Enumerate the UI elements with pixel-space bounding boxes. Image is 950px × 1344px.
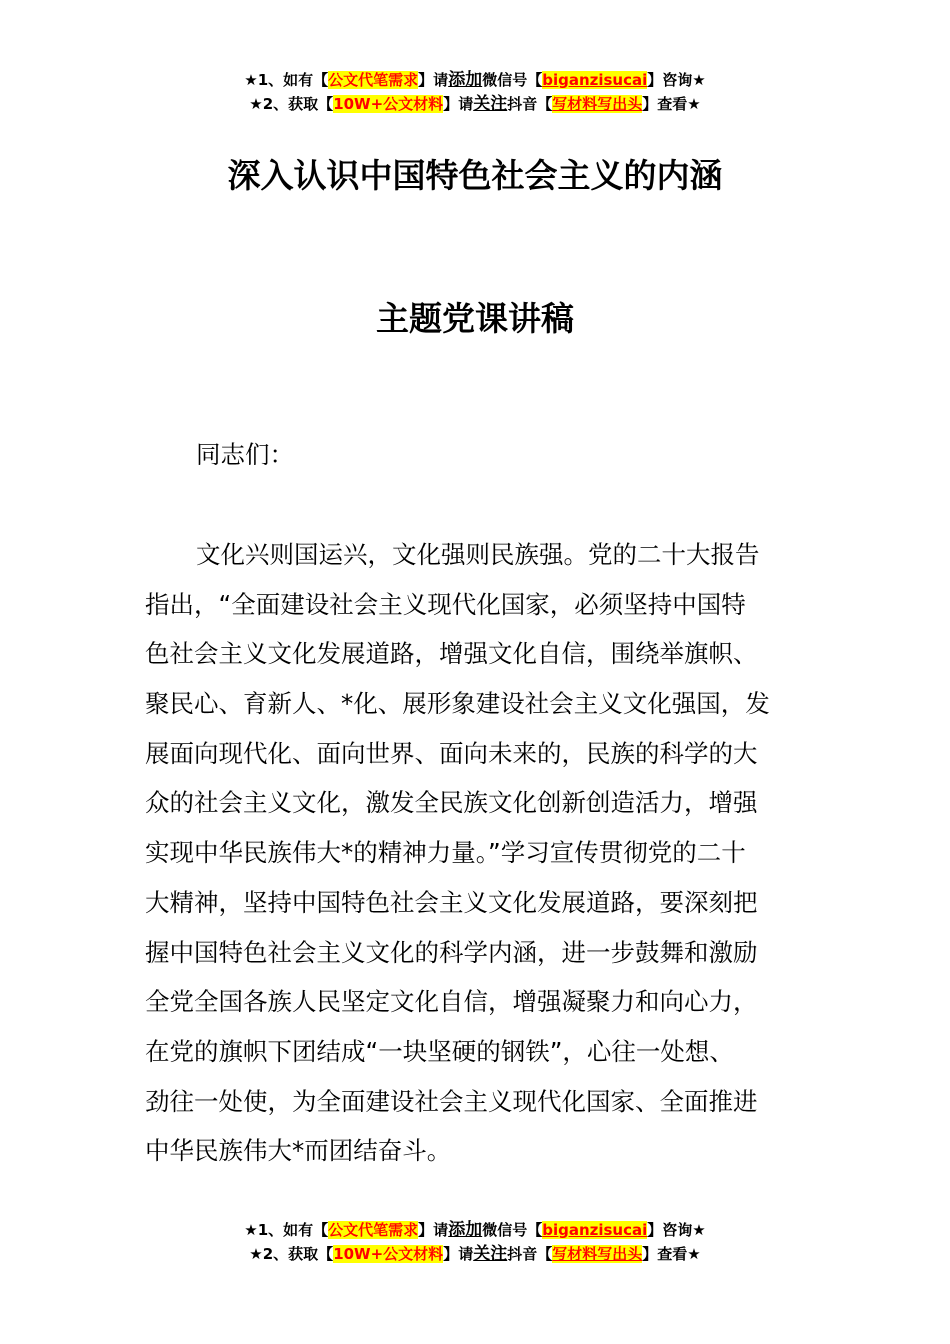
- greeting: [145, 430, 815, 480]
- promo-highlight: 公文代笔需求: [328, 1221, 419, 1239]
- promo-text: 】请: [418, 1221, 449, 1239]
- greeting-text: 同志们：: [196, 440, 294, 469]
- promo-wechat-id: biganzisucai: [542, 1221, 648, 1239]
- promo-highlight: 10W+公文材料: [333, 1245, 444, 1263]
- paragraph-line: 大精神，坚持中国特色社会主义文化发展道路，要深刻把: [145, 887, 758, 917]
- document-title: 深入认识中国特色社会主义的内涵: [227, 156, 723, 195]
- promo-wechat-id: biganzisucai: [542, 71, 648, 89]
- promo-emphasis: 关注: [473, 1244, 508, 1264]
- paragraph-line: 色社会主义文化发展道路，增强文化自信，围绕举旗帜、: [145, 639, 758, 669]
- paragraph-line: 指出，“全面建设社会主义现代化国家，必须坚持中国特: [145, 589, 746, 619]
- paragraph-line: 中华民族伟大*而团结奋斗。: [145, 1136, 452, 1166]
- promo-douyin-name: 写材料写出头: [552, 95, 643, 113]
- promo-text: 】咨询★: [647, 71, 706, 89]
- promo-text: ★1、如有【: [244, 1221, 329, 1239]
- document-subtitle: 主题党课讲稿: [376, 299, 574, 338]
- promo-text: 】查看★: [642, 1245, 701, 1263]
- paragraph-line: 众的社会主义文化，激发全民族文化创新创造活力，增强: [145, 788, 758, 818]
- promo-text: 】请: [443, 95, 474, 113]
- promo-text: ★2、获取【: [249, 95, 334, 113]
- paragraph-line: 聚民心、育新人、*化、展形象建设社会主义文化强国，发: [145, 689, 770, 719]
- promo-emphasis: 关注: [473, 94, 508, 114]
- paragraph-line: 实现中华民族伟大*的精神力量。”学习宣传贯彻党的二十: [145, 838, 746, 868]
- promo-text: 微信号【: [482, 71, 543, 89]
- paragraph-line: 全党全国各族人民坚定文化自信，增强凝聚力和向心力，: [145, 987, 758, 1017]
- promo-highlight: 10W+公文材料: [333, 95, 444, 113]
- promo-line-1: [0, 1218, 950, 1242]
- promo-line-1: [0, 68, 950, 92]
- promo-text: 】请: [418, 71, 449, 89]
- promo-text: 】请: [443, 1245, 474, 1263]
- promo-footer: [0, 1218, 950, 1266]
- promo-text: 抖音【: [507, 95, 553, 113]
- promo-highlight: 公文代笔需求: [328, 71, 419, 89]
- paragraph-line: 劲往一处使，为全面建设社会主义现代化国家、全面推进: [145, 1086, 758, 1116]
- promo-emphasis: 添加: [448, 1220, 483, 1240]
- promo-emphasis: 添加: [448, 70, 483, 90]
- paragraph-line: 在党的旗帜下团结成“一块坚硬的钢铁”，心往一处想、: [145, 1036, 734, 1066]
- paragraph-line: 展面向现代化、面向世界、面向未来的，民族的科学的大: [145, 738, 758, 768]
- promo-text: ★2、获取【: [249, 1245, 334, 1263]
- promo-text: 微信号【: [482, 1221, 543, 1239]
- promo-line-2: [0, 1242, 950, 1266]
- promo-text: ★1、如有【: [244, 71, 329, 89]
- promo-text: 抖音【: [507, 1245, 553, 1263]
- promo-line-2: [0, 92, 950, 116]
- paragraph-line: 握中国特色社会主义文化的科学内涵，进一步鼓舞和激励: [145, 937, 758, 967]
- promo-text: 】咨询★: [647, 1221, 706, 1239]
- paragraph-line: 文化兴则国运兴，文化强则民族强。党的二十大报告: [196, 540, 760, 569]
- body-paragraph: [145, 530, 815, 1176]
- promo-text: 】查看★: [642, 95, 701, 113]
- promo-douyin-name: 写材料写出头: [552, 1245, 643, 1263]
- promo-header: [0, 68, 950, 116]
